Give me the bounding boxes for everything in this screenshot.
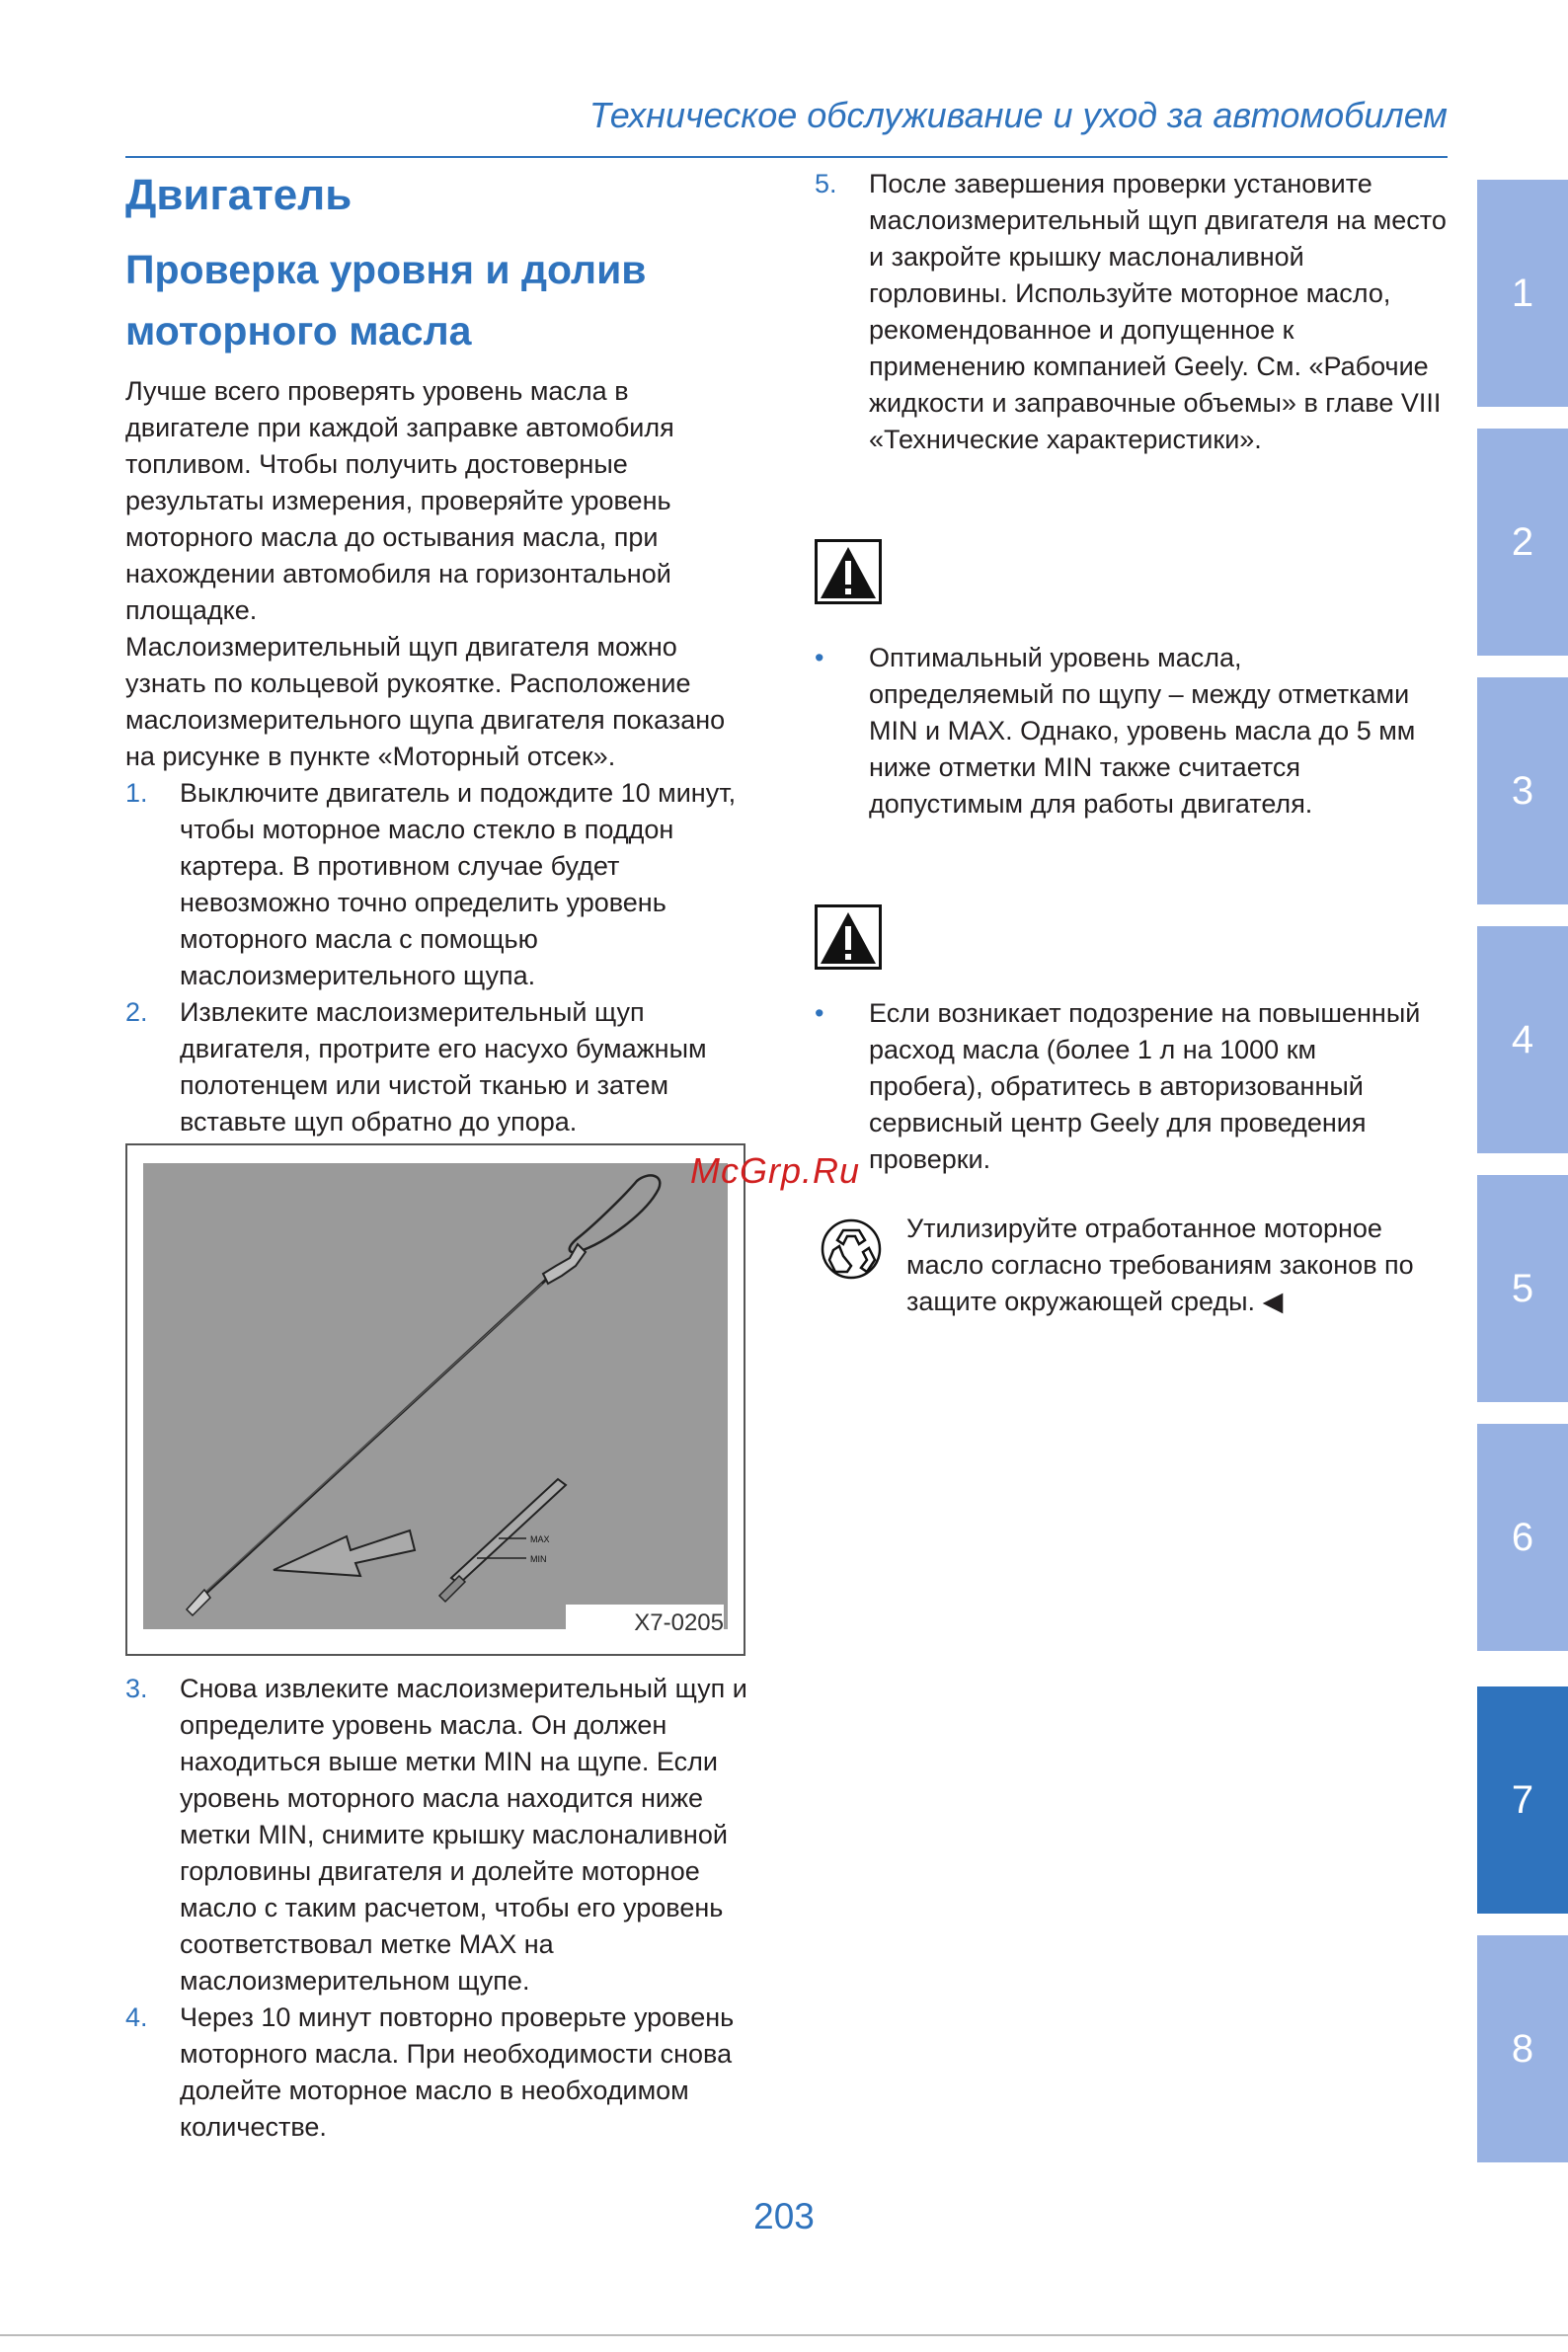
header-rule	[125, 156, 1448, 158]
step-text: Извлеките маслоизмерительный щуп двигателя, протрите его насухо бумажным полотенцем или чистой тканью и затем вставьте щуп обратно до упора.	[180, 997, 707, 1137]
warning-block	[815, 995, 1437, 1178]
step-text: После завершения проверки установите маслоизмерительный щуп двигателя на место и закройте крышку маслоналивной горловины. Используйте моторное масло, рекомендованное и допущенное к применению компанией Geely. См. «Рабочие жидкости и заправочные объемы» в главе VIII «Технические характеристики».	[869, 169, 1447, 454]
bottom-rule	[0, 2334, 1568, 2336]
bullet-item	[815, 995, 1437, 1178]
min-mark-label: MIN	[530, 1554, 547, 1564]
warning-text: Если возникает подозрение на повышенный расход масла (более 1 л на 1000 км пробега), обратитесь в авторизованный сервисный центр Geely для проведения проверки.	[869, 998, 1421, 1174]
step-number: 5.	[815, 169, 837, 198]
right-column	[815, 166, 1447, 458]
step-text: Выключите двигатель и подождите 10 минут, чтобы моторное масло стекло в поддон картера. В противном случае будет невозможно точно определить уровень моторного масла с помощью маслоизмерительного щупа.	[180, 778, 737, 990]
step-item	[815, 166, 1447, 458]
chapter-tab-6[interactable]: 6	[1477, 1424, 1568, 1651]
watermark: McGrp.Ru	[690, 1150, 861, 1191]
left-column	[125, 166, 757, 1140]
chapter-tab-5[interactable]: 5	[1477, 1175, 1568, 1402]
warning-block	[815, 640, 1427, 823]
step-item	[125, 1671, 757, 1999]
bullet-item	[815, 640, 1427, 823]
chapter-tab-1[interactable]: 1	[1477, 180, 1568, 407]
recycle-note-text: Утилизируйте отработанное моторное масло согласно требованиям законов по защите окружающей среды.	[906, 1214, 1414, 1316]
header-title: Техническое обслуживание и уход за автомобилем	[588, 95, 1448, 135]
dipstick-illustration	[143, 1163, 728, 1629]
figure-label: X7-0205	[566, 1605, 724, 1642]
step-number: 3.	[125, 1674, 148, 1703]
warning-text: Оптимальный уровень масла, определяемый по щупу – между отметками MIN и MAX. Однако, уровень масла до 5 мм ниже отметки MIN также считается допустимым для работы двигателя.	[869, 643, 1416, 819]
step-item	[125, 1999, 757, 2146]
step-number: 1.	[125, 778, 148, 808]
step-number: 2.	[125, 997, 148, 1027]
intro-paragraph: Маслоизмерительный щуп двигателя можно узнать по кольцевой рукоятке. Расположение маслоизмерительного щупа двигателя показано на рисунке в пункте «Моторный отсек».	[125, 632, 726, 771]
subsection-title: Проверка уровня и долив моторного масла	[125, 247, 647, 353]
intro-paragraph: Лучше всего проверять уровень масла в двигателе при каждой заправке автомобиля топливом. Чтобы получить достоверные результаты измерения, проверяйте уровень моторного масла до остывания масла, при нахождении автомобиля на горизонтальной площадке.	[125, 376, 674, 625]
step-item	[125, 775, 757, 994]
warning-icon	[815, 539, 882, 604]
step-item	[125, 994, 757, 1140]
section-title: Двигатель	[125, 171, 353, 219]
recycle-note	[906, 1211, 1440, 1320]
step-number: 4.	[125, 2002, 148, 2032]
chapter-tab-7[interactable]: 7	[1477, 1686, 1568, 1914]
max-mark-label: MAX	[530, 1534, 550, 1544]
chapter-tab-4[interactable]: 4	[1477, 926, 1568, 1153]
page-number: 203	[753, 2196, 815, 2236]
warning-icon	[815, 904, 882, 970]
left-column-lower	[125, 1671, 757, 2146]
step-text: Через 10 минут повторно проверьте уровень моторного масла. При необходимости снова долейте моторное масло в необходимом количестве.	[180, 2002, 735, 2142]
chapter-tab-8[interactable]: 8	[1477, 1935, 1568, 2162]
dipstick-figure	[125, 1143, 745, 1656]
bullet-marker: •	[815, 643, 824, 672]
chapter-tab-3[interactable]: 3	[1477, 677, 1568, 904]
figure-image	[143, 1163, 728, 1629]
bullet-marker: •	[815, 998, 824, 1028]
recycle-icon	[820, 1216, 883, 1282]
chapter-tab-2[interactable]: 2	[1477, 429, 1568, 656]
end-marker: ◀	[1262, 1287, 1284, 1316]
step-text: Снова извлеките маслоизмерительный щуп и определите уровень масла. Он должен находиться выше метки MIN на щупе. Если уровень моторного масла находится ниже метки MIN, снимите крышку маслоналивной горловины двигателя и долейте моторное масло с таким расчетом, чтобы его уровень соответствовал метке MAX на маслоизмерительном щупе.	[180, 1674, 747, 1996]
